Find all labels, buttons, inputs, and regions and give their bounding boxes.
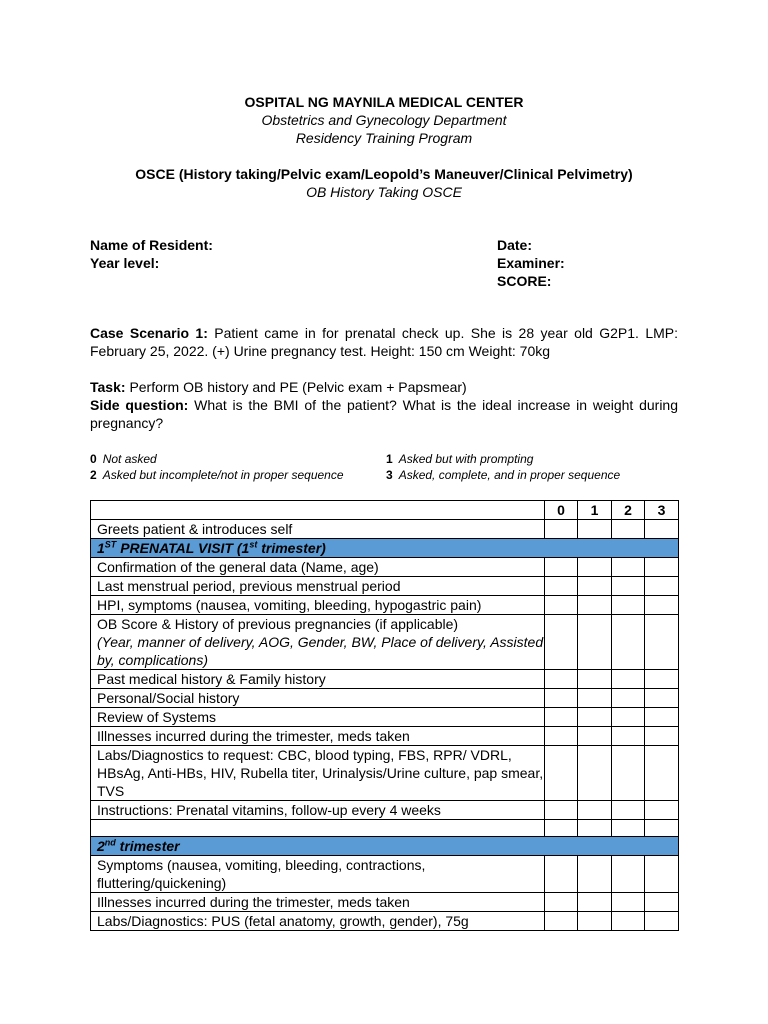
score-cell-2[interactable] — [612, 746, 645, 801]
row-item-greets: Greets patient & introduces self — [91, 520, 545, 539]
side-question — [90, 396, 678, 432]
score-cell-1[interactable] — [578, 856, 612, 893]
table-row — [91, 856, 679, 893]
score-cell-0[interactable] — [545, 596, 578, 615]
table-row — [91, 912, 679, 931]
examiner-label: Examiner: — [497, 255, 565, 271]
score-cell-2[interactable] — [612, 520, 645, 539]
table-header-row — [91, 501, 679, 520]
hospital-name: OSPITAL NG MAYNILA MEDICAL CENTER — [244, 94, 524, 110]
legend-item-3: 3 Asked, complete, and in proper sequence — [386, 468, 621, 482]
year-level-label: Year level: — [90, 255, 160, 271]
score-cell-2[interactable] — [612, 912, 645, 931]
score-cell-0[interactable] — [545, 520, 578, 539]
score-cell-2[interactable] — [612, 708, 645, 727]
score-cell-2[interactable] — [612, 615, 645, 670]
score-cell-2[interactable] — [612, 856, 645, 893]
score-cell-3[interactable] — [645, 577, 679, 596]
column-header-1: 1 — [578, 501, 612, 520]
score-cell-0[interactable] — [545, 670, 578, 689]
score-cell-2[interactable] — [612, 670, 645, 689]
score-cell-3[interactable] — [645, 727, 679, 746]
score-cell-1[interactable] — [578, 520, 612, 539]
row-item: Instructions: Prenatal vitamins, follow-up every 4 weeks — [91, 801, 545, 820]
score-cell-3[interactable] — [645, 670, 679, 689]
table-row — [91, 520, 679, 539]
score-cell-2[interactable] — [612, 727, 645, 746]
score-cell-0[interactable] — [545, 577, 578, 596]
case-scenario — [90, 324, 678, 360]
score-cell-1[interactable] — [578, 577, 612, 596]
task-line — [90, 378, 678, 396]
score-label: SCORE: — [497, 273, 552, 289]
table-row — [91, 577, 679, 596]
section-title-2: 2nd trimester — [91, 837, 679, 856]
table-row — [91, 893, 679, 912]
score-cell-1[interactable] — [578, 615, 612, 670]
score-cell-3[interactable] — [645, 912, 679, 931]
resident-name-label: Name of Resident: — [90, 237, 213, 253]
row-item: HPI, symptoms (nausea, vomiting, bleeding, hypogastric pain) — [91, 596, 545, 615]
score-cell-3[interactable] — [645, 893, 679, 912]
column-header-0: 0 — [545, 501, 578, 520]
score-cell-3[interactable] — [645, 520, 679, 539]
table-row — [91, 727, 679, 746]
score-cell-1[interactable] — [578, 596, 612, 615]
score-cell-3[interactable] — [645, 615, 679, 670]
score-cell-2[interactable] — [612, 558, 645, 577]
score-cell-0[interactable] — [545, 708, 578, 727]
score-cell-1[interactable] — [578, 670, 612, 689]
score-cell-2[interactable] — [612, 801, 645, 820]
score-cell-2[interactable] — [612, 820, 645, 837]
row-item: Illnesses incurred during the trimester, meds taken — [91, 727, 545, 746]
case-scenario-text: Patient came in for prenatal check up. She is 28 year old G2P1. LMP: February 25, 2022. (+) Urine pregnancy test. Height: 150 cm Weight: 70kg — [90, 325, 679, 359]
score-cell-0[interactable] — [545, 893, 578, 912]
score-cell-0[interactable] — [545, 912, 578, 931]
table-row — [91, 558, 679, 577]
score-cell-1[interactable] — [578, 746, 612, 801]
side-question-text: What is the BMI of the patient? What is the ideal increase in weight during pregnancy? — [90, 397, 679, 431]
department-name: Obstetrics and Gynecology Department — [261, 112, 507, 128]
legend-item-0: 0 Not asked — [90, 452, 157, 466]
score-cell-0[interactable] — [545, 727, 578, 746]
row-item-labs: Labs/Diagnostics to request: CBC, blood typing, FBS, RPR/ VDRL, HBsAg, Anti-HBs, HIV, Rubella titer, Urinalysis/Urine culture, pap smear, TVS — [91, 746, 545, 801]
row-item: Illnesses incurred during the trimester, meds taken — [91, 893, 545, 912]
table-row — [91, 689, 679, 708]
row-item: Past medical history & Family history — [91, 670, 545, 689]
table-row — [91, 708, 679, 727]
row-item: Symptoms (nausea, vomiting, bleeding, contractions, fluttering/quickening) — [91, 856, 545, 893]
table-row — [91, 746, 679, 801]
score-cell-1[interactable] — [578, 558, 612, 577]
score-cell-1[interactable] — [578, 912, 612, 931]
score-cell-1[interactable] — [578, 708, 612, 727]
row-item: Last menstrual period, previous menstrual period — [91, 577, 545, 596]
column-header-3: 3 — [645, 501, 679, 520]
header-item — [91, 501, 545, 520]
score-cell-3[interactable] — [645, 856, 679, 893]
score-cell-0[interactable] — [545, 615, 578, 670]
task-label: Task: — [90, 379, 126, 395]
score-cell-2[interactable] — [612, 596, 645, 615]
table-row-blank — [91, 820, 679, 837]
row-item-empty — [91, 820, 545, 837]
row-item-ob-score — [91, 615, 545, 670]
score-cell-3[interactable] — [645, 596, 679, 615]
score-cell-3[interactable] — [645, 558, 679, 577]
score-cell-0[interactable] — [545, 856, 578, 893]
row-item: Labs/Diagnostics: PUS (fetal anatomy, growth, gender), 75g — [91, 912, 545, 931]
score-cell-1[interactable] — [578, 893, 612, 912]
score-cell-1[interactable] — [578, 689, 612, 708]
score-cell-3[interactable] — [645, 746, 679, 801]
score-cell-0[interactable] — [545, 558, 578, 577]
row-item: Personal/Social history — [91, 689, 545, 708]
section-first-prenatal-visit — [91, 539, 679, 558]
ob-score-line: OB Score & History of previous pregnancies (if applicable) — [97, 616, 459, 632]
score-cell-3[interactable] — [645, 708, 679, 727]
osce-title: OSCE (History taking/Pelvic exam/Leopold’s Maneuver/Clinical Pelvimetry) — [135, 166, 633, 182]
table-row — [91, 596, 679, 615]
score-table — [90, 500, 679, 931]
score-cell-1[interactable] — [578, 820, 612, 837]
ob-score-detail: (Year, manner of delivery, AOG, Gender, BW, Place of delivery, Assisted by, complications) — [97, 634, 544, 668]
score-cell-2[interactable] — [612, 893, 645, 912]
task-text: Perform OB history and PE (Pelvic exam + Papsmear) — [129, 379, 467, 395]
section-second-trimester — [91, 837, 679, 856]
row-item: Confirmation of the general data (Name, age) — [91, 558, 545, 577]
score-cell-2[interactable] — [612, 689, 645, 708]
score-cell-3[interactable] — [645, 689, 679, 708]
date-label: Date: — [497, 237, 533, 253]
section-title-1: 1ST PRENATAL VISIT (1st trimester) — [91, 539, 679, 558]
score-cell-1[interactable] — [578, 727, 612, 746]
program-name: Residency Training Program — [295, 130, 473, 146]
score-cell-3[interactable] — [645, 801, 679, 820]
legend-item-2: 2 Asked but incomplete/not in proper sequence — [90, 468, 344, 482]
table-row — [91, 670, 679, 689]
osce-subtitle: OB History Taking OSCE — [306, 184, 462, 200]
side-question-label: Side question: — [90, 397, 189, 413]
legend-item-1: 1 Asked but with prompting — [386, 452, 534, 466]
column-header-2: 2 — [612, 501, 645, 520]
score-cell-1[interactable] — [578, 801, 612, 820]
score-cell-0[interactable] — [545, 689, 578, 708]
score-cell-2[interactable] — [612, 577, 645, 596]
table-row — [91, 615, 679, 670]
score-cell-0[interactable] — [545, 746, 578, 801]
case-scenario-label: Case Scenario 1: — [90, 325, 208, 341]
score-cell-3[interactable] — [645, 820, 679, 837]
table-row — [91, 801, 679, 820]
row-item: Review of Systems — [91, 708, 545, 727]
score-cell-0[interactable] — [545, 801, 578, 820]
score-cell-0[interactable] — [545, 820, 578, 837]
